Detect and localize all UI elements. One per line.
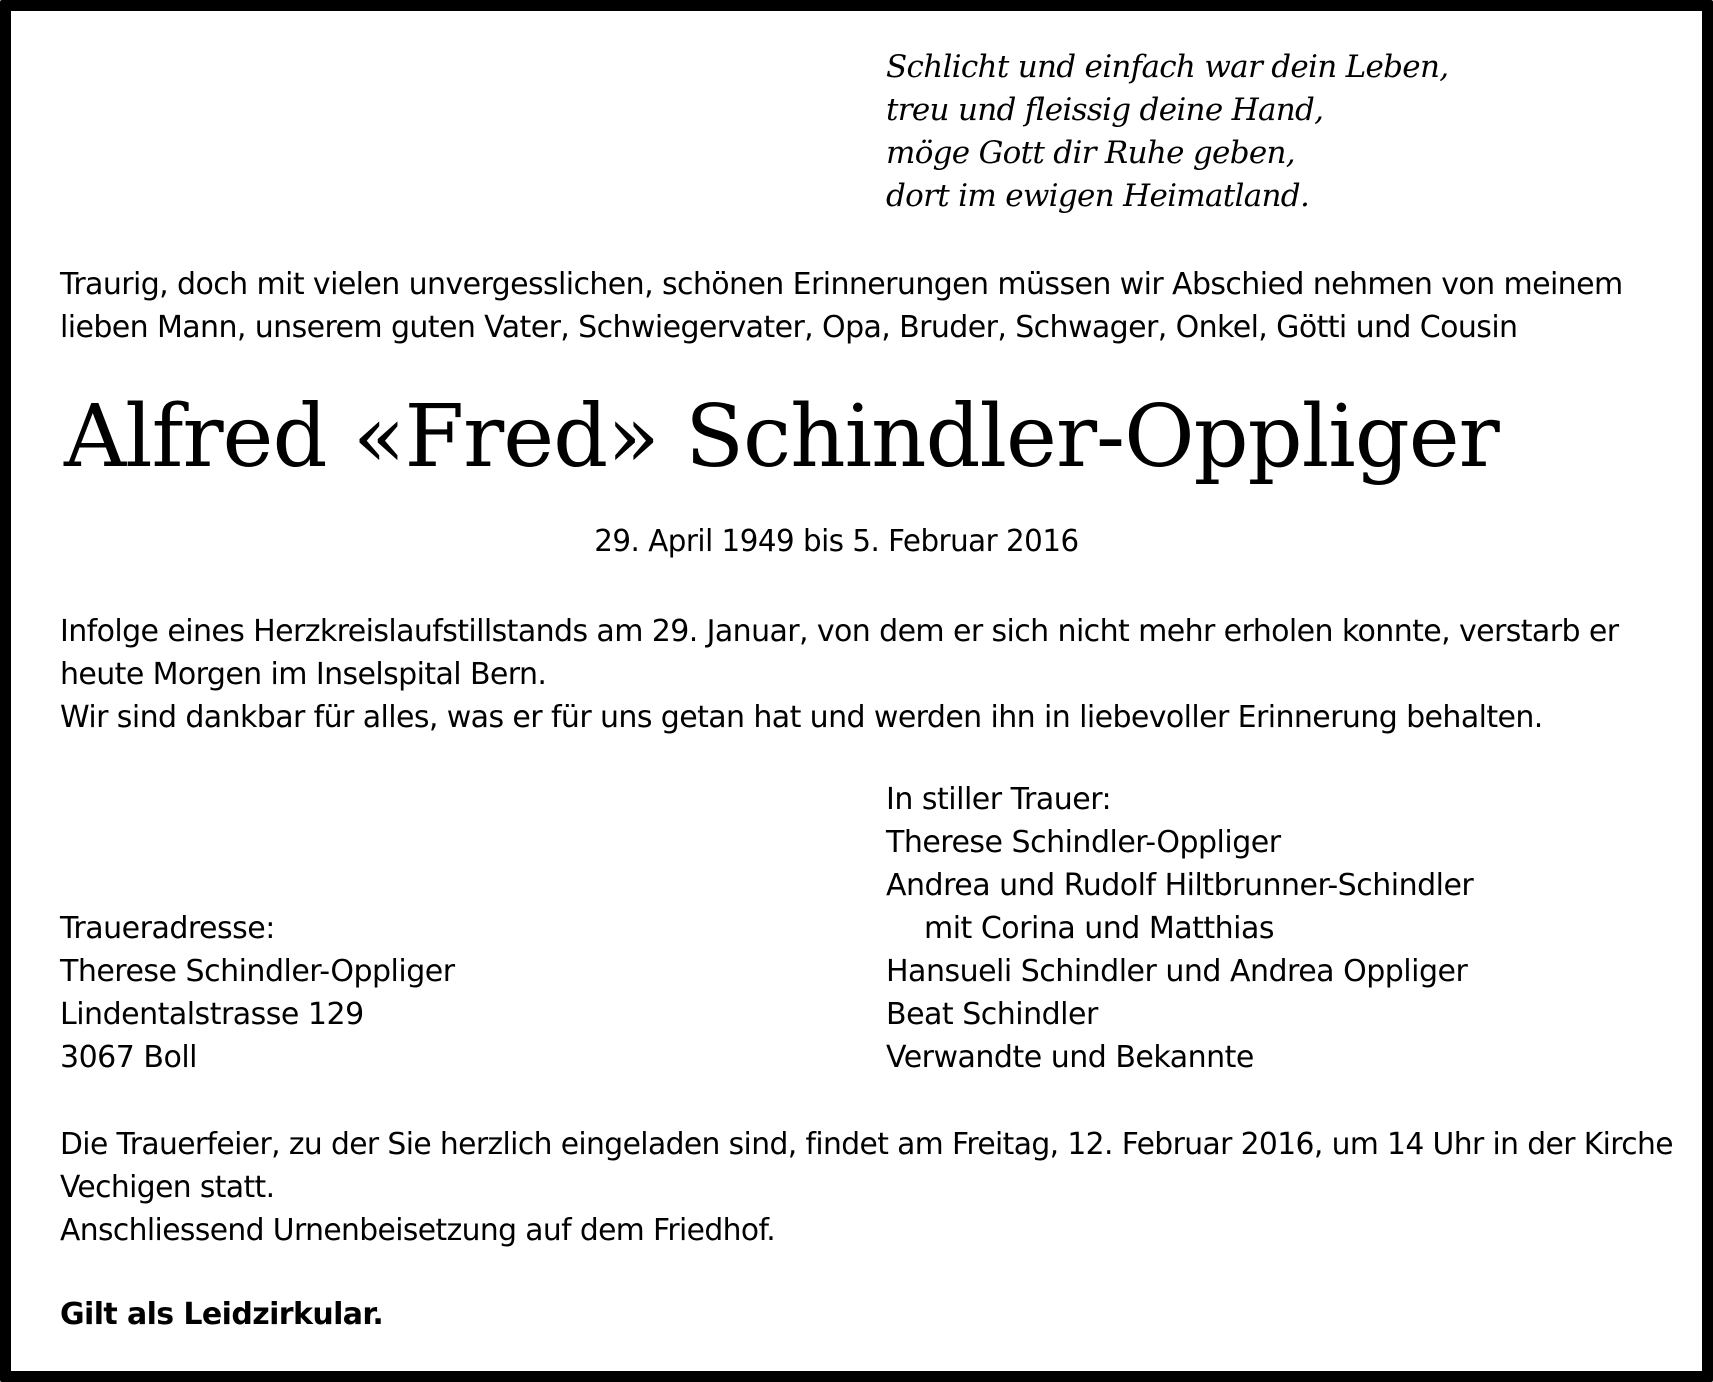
notice-line: Infolge eines Herzkreislaufstillstands am 29. Januar, von dem er sich nicht mehr erholen konnte, verstarb er: [60, 614, 1619, 649]
intro-line: Traurig, doch mit vielen unvergesslichen, schönen Erinnerungen müssen wir Abschied nehmen von meinem: [60, 267, 1623, 302]
life-dates: 29. April 1949 bis 5. Februar 2016: [594, 524, 1079, 559]
notice-paragraph: [60, 610, 1618, 739]
mourner-entry: Andrea und Rudolf Hiltbrunner-Schindler: [886, 868, 1474, 903]
intro-paragraph: [60, 263, 1623, 349]
intro-line: lieben Mann, unserem guten Vater, Schwiegervater, Opa, Bruder, Schwager, Onkel, Götti und Cousin: [60, 310, 1518, 345]
notice-line: heute Morgen im Inselspital Bern.: [60, 657, 547, 692]
address-heading: Traueradresse:: [60, 911, 275, 946]
notice-line: Wir sind dankbar für alles, was er für uns getan hat und werden ihn in liebevoller Erinnerung behalten.: [60, 700, 1543, 735]
mourners-heading: In stiller Trauer:: [886, 782, 1112, 817]
circular-note: Gilt als Leidzirkular.: [60, 1297, 384, 1332]
address-line: Therese Schindler-Oppliger: [60, 954, 455, 989]
poem-verse: [886, 46, 1448, 218]
ceremony-paragraph: [60, 1123, 1673, 1252]
address-line: Lindentalstrasse 129: [60, 997, 364, 1032]
mourner-entry: mit Corina und Matthias: [924, 911, 1275, 946]
mourning-address: [60, 907, 455, 1079]
poem-line: dort im ewigen Heimatland.: [886, 178, 1310, 214]
deceased-name: Alfred «Fred» Schindler-Oppliger: [64, 387, 1499, 487]
address-line: 3067 Boll: [60, 1040, 197, 1075]
ceremony-line: Anschliessend Urnenbeisetzung auf dem Friedhof.: [60, 1213, 776, 1248]
poem-line: treu und fleissig deine Hand,: [886, 92, 1324, 128]
mourner-entry: Beat Schindler: [886, 997, 1098, 1032]
mourners-list: [886, 778, 1473, 1079]
ceremony-line: Die Trauerfeier, zu der Sie herzlich eingeladen sind, findet am Freitag, 12. Februar 2016, um 14 Uhr in der Kirche: [60, 1127, 1673, 1162]
poem-line: möge Gott dir Ruhe geben,: [886, 135, 1295, 171]
mourner-entry: Hansueli Schindler und Andrea Oppliger: [886, 954, 1468, 989]
mourner-entry: Verwandte und Bekannte: [886, 1040, 1254, 1075]
mourner-entry: Therese Schindler-Oppliger: [886, 825, 1281, 860]
ceremony-line: Vechigen statt.: [60, 1170, 275, 1205]
poem-line: Schlicht und einfach war dein Leben,: [886, 49, 1449, 85]
